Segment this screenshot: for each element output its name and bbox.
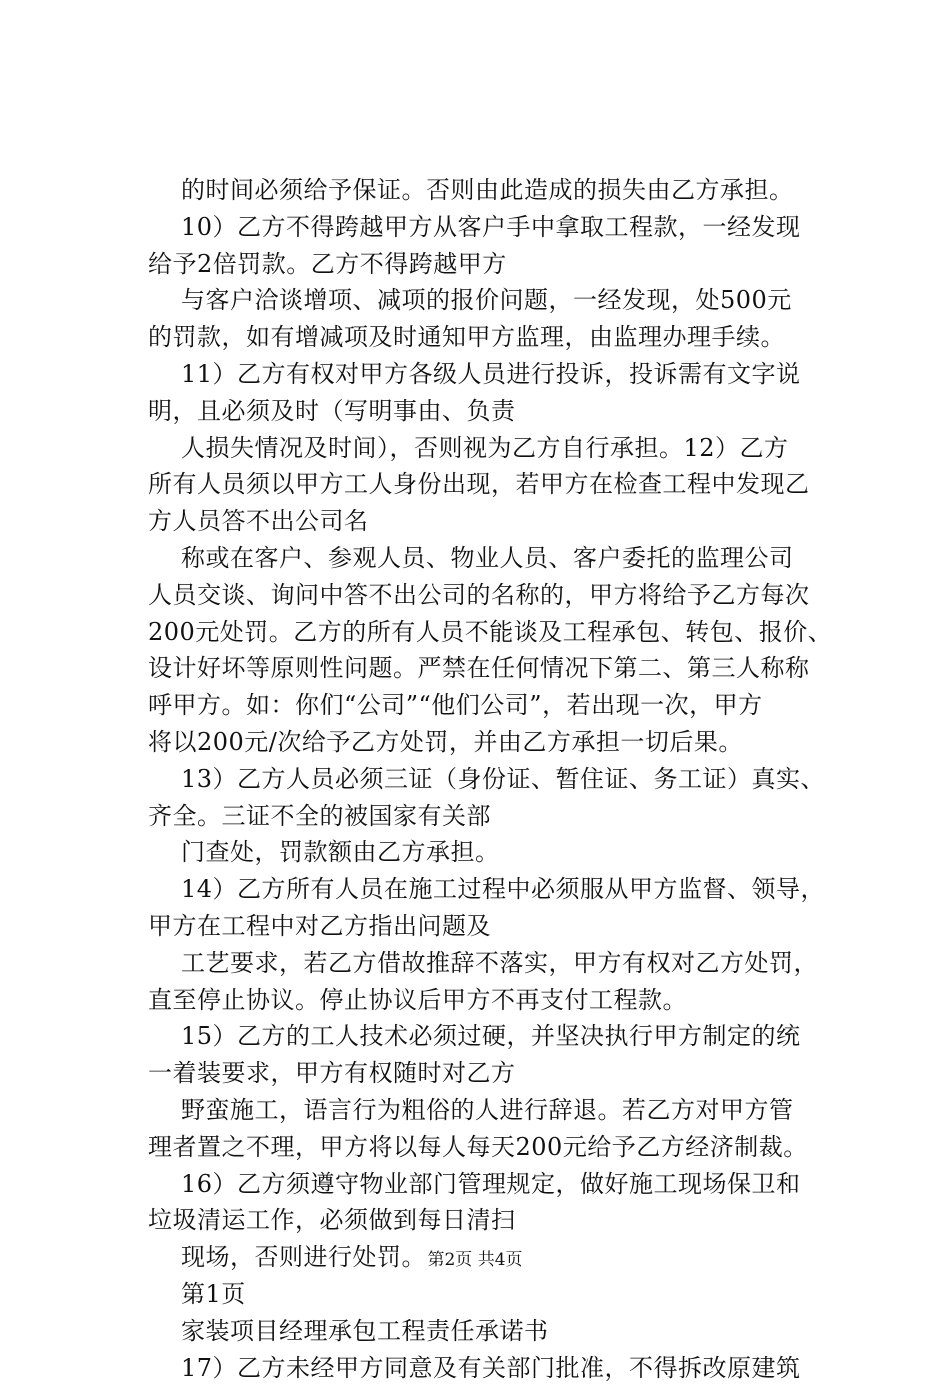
text-line: 甲方在工程中对乙方指出问题及 xyxy=(148,908,848,945)
text-line: 的时间必须给予保证。否则由此造成的损失由乙方承担。 xyxy=(148,172,848,209)
text-line: 门查处，罚款额由乙方承担。 xyxy=(148,834,848,871)
text-line: 现场，否则进行处罚。 xyxy=(148,1239,848,1276)
page-footer: 第2页 共4页 xyxy=(0,1245,950,1270)
text-line: 16）乙方须遵守物业部门管理规定，做好施工现场保卫和 xyxy=(148,1166,848,1203)
text-line: 理者置之不理，甲方将以每人每天200元给予乙方经济制裁。 xyxy=(148,1129,848,1166)
text-line: 方人员答不出公司名 xyxy=(148,503,848,540)
text-line: 与客户洽谈增项、减项的报价问题，一经发现，处500元 xyxy=(148,282,848,319)
text-line: 称或在客户、参观人员、物业人员、客户委托的监理公司 xyxy=(148,540,848,577)
text-line: 直至停止协议。停止协议后甲方不再支付工程款。 xyxy=(148,982,848,1019)
text-line: 设计好坏等原则性问题。严禁在任何情况下第二、第三人称称 xyxy=(148,650,848,687)
document-body xyxy=(148,172,848,1386)
text-line: 200元处罚。乙方的所有人员不能谈及工程承包、转包、报价、 xyxy=(148,614,848,651)
text-line: 家装项目经理承包工程责任承诺书 xyxy=(148,1313,848,1350)
text-line: 工艺要求，若乙方借故推辞不落实，甲方有权对乙方处罚， xyxy=(148,945,848,982)
text-line: 15）乙方的工人技术必须过硬，并坚决执行甲方制定的统 xyxy=(148,1018,848,1055)
text-line: 明，且必须及时（写明事由、负责 xyxy=(148,393,848,430)
text-line: 的罚款，如有增减项及时通知甲方监理，由监理办理手续。 xyxy=(148,319,848,356)
text-line: 将以200元/次给予乙方处罚，并由乙方承担一切后果。 xyxy=(148,724,848,761)
text-line: 人损失情况及时间），否则视为乙方自行承担。12）乙方 xyxy=(148,430,848,467)
text-line: 野蛮施工，语言行为粗俗的人进行辞退。若乙方对甲方管 xyxy=(148,1092,848,1129)
text-line: 齐全。三证不全的被国家有关部 xyxy=(148,798,848,835)
text-line: 呼甲方。如：你们“公司”“他们公司”，若出现一次，甲方 xyxy=(148,687,848,724)
text-line: 14）乙方所有人员在施工过程中必须服从甲方监督、领导， xyxy=(148,871,848,908)
text-line: 给予2倍罚款。乙方不得跨越甲方 xyxy=(148,246,848,283)
text-line: 人员交谈、询问中答不出公司的名称的，甲方将给予乙方每次 xyxy=(148,577,848,614)
text-line: 垃圾清运工作，必须做到每日清扫 xyxy=(148,1202,848,1239)
text-line: 13）乙方人员必须三证（身份证、暂住证、务工证）真实、 xyxy=(148,761,848,798)
text-line: 所有人员须以甲方工人身份出现，若甲方在检查工程中发现乙 xyxy=(148,466,848,503)
text-line: 11）乙方有权对甲方各级人员进行投诉，投诉需有文字说 xyxy=(148,356,848,393)
text-line: 第1页 xyxy=(148,1276,848,1313)
text-line: 17）乙方未经甲方同意及有关部门批准，不得拆改原建筑 xyxy=(148,1350,848,1386)
text-line: 10）乙方不得跨越甲方从客户手中拿取工程款，一经发现 xyxy=(148,209,848,246)
text-line: 一着装要求，甲方有权随时对乙方 xyxy=(148,1055,848,1092)
